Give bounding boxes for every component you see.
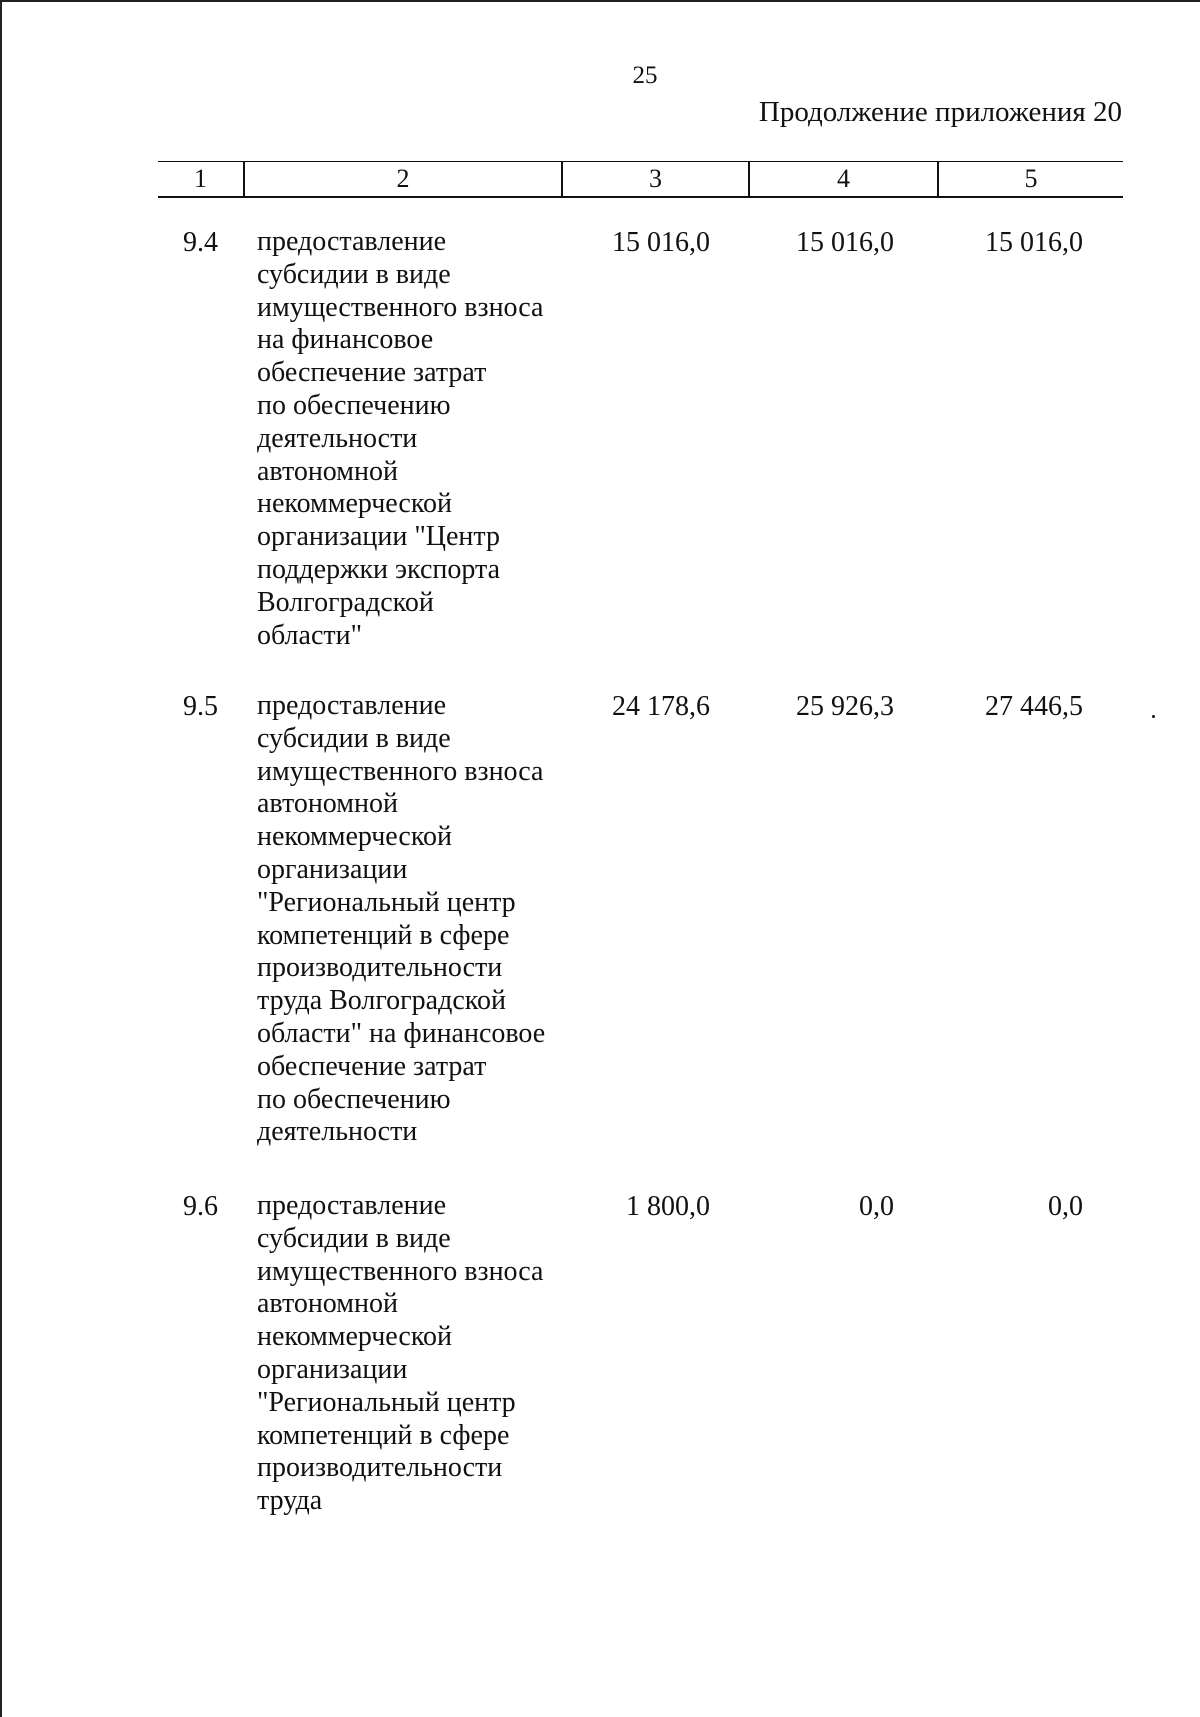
description-line: производительности <box>257 952 503 984</box>
description-line: Волгоградской <box>257 586 434 618</box>
description-line: предоставление <box>257 1190 447 1221</box>
description-line: деятельности <box>257 422 418 454</box>
description-line: по обеспечению <box>257 1083 451 1115</box>
scan-speck <box>1152 715 1155 718</box>
description-line: обеспечение затрат <box>257 357 487 389</box>
description-line: имущественного взноса <box>257 291 544 323</box>
description-line: некоммерческой <box>257 1321 453 1353</box>
description-line: области" <box>257 619 363 651</box>
row-number: 9.6 <box>183 1191 218 1222</box>
description-line: "Региональный центр <box>257 1386 516 1418</box>
description-line: деятельности <box>257 1116 418 1148</box>
column-header-2: 2 <box>245 162 563 196</box>
value-column-5: 27 446,5 <box>985 691 1083 722</box>
scan-border-top <box>0 0 1200 2</box>
value-column-4: 25 926,3 <box>796 691 894 722</box>
table-header-row <box>158 161 1123 198</box>
description-line: производительности <box>257 1452 503 1484</box>
value-column-4: 15 016,0 <box>796 227 894 258</box>
value-column-3: 15 016,0 <box>612 227 710 258</box>
description-line: субсидии в виде <box>257 722 451 754</box>
description-line: организации "Центр <box>257 521 500 553</box>
value-column-3: 24 178,6 <box>612 691 710 722</box>
value-column-5: 0,0 <box>1048 1191 1083 1222</box>
description-line: поддержки экспорта <box>257 553 501 585</box>
description-line: по обеспечению <box>257 389 451 421</box>
description-line: на финансовое <box>257 324 434 356</box>
description-line: труда Волгоградской <box>257 985 506 1017</box>
description-line: области" на финансовое <box>257 1017 546 1049</box>
row-number: 9.4 <box>183 227 218 258</box>
description-line: автономной <box>257 788 398 820</box>
row-number: 9.5 <box>183 691 218 722</box>
description-line: имущественного взноса <box>257 755 544 787</box>
description-line: автономной <box>257 1288 398 1320</box>
description-line: некоммерческой <box>257 488 453 520</box>
description-line: организации <box>257 853 408 885</box>
continuation-title: Продолжение приложения 20 <box>758 96 1122 128</box>
value-column-3: 1 800,0 <box>626 1191 710 1222</box>
description-line: предоставление <box>257 226 447 257</box>
row-description <box>257 226 567 652</box>
column-header-5: 5 <box>1024 164 1038 193</box>
description-line: труда <box>257 1485 323 1517</box>
description-line: обеспечение затрат <box>257 1050 487 1082</box>
row-description <box>257 690 567 1149</box>
description-line: автономной <box>257 455 398 487</box>
description-line: имущественного взноса <box>257 1255 544 1287</box>
description-line: компетенций в сфере <box>257 919 510 951</box>
description-line: компетенций в сфере <box>257 1419 510 1451</box>
description-line: организации <box>257 1353 408 1385</box>
value-column-4: 0,0 <box>859 1191 894 1222</box>
value-column-5: 15 016,0 <box>985 227 1083 258</box>
column-header-4: 4 <box>750 162 939 196</box>
description-line: "Региональный центр <box>257 886 516 918</box>
row-description <box>257 1190 567 1518</box>
column-header-1: 1 <box>158 162 245 196</box>
page-number: 25 <box>632 62 658 89</box>
scan-border-left <box>0 0 2 1717</box>
description-line: субсидии в виде <box>257 1222 451 1254</box>
column-header-3: 3 <box>563 162 750 196</box>
description-line: предоставление <box>257 690 447 721</box>
description-line: субсидии в виде <box>257 258 451 290</box>
description-line: некоммерческой <box>257 821 453 853</box>
